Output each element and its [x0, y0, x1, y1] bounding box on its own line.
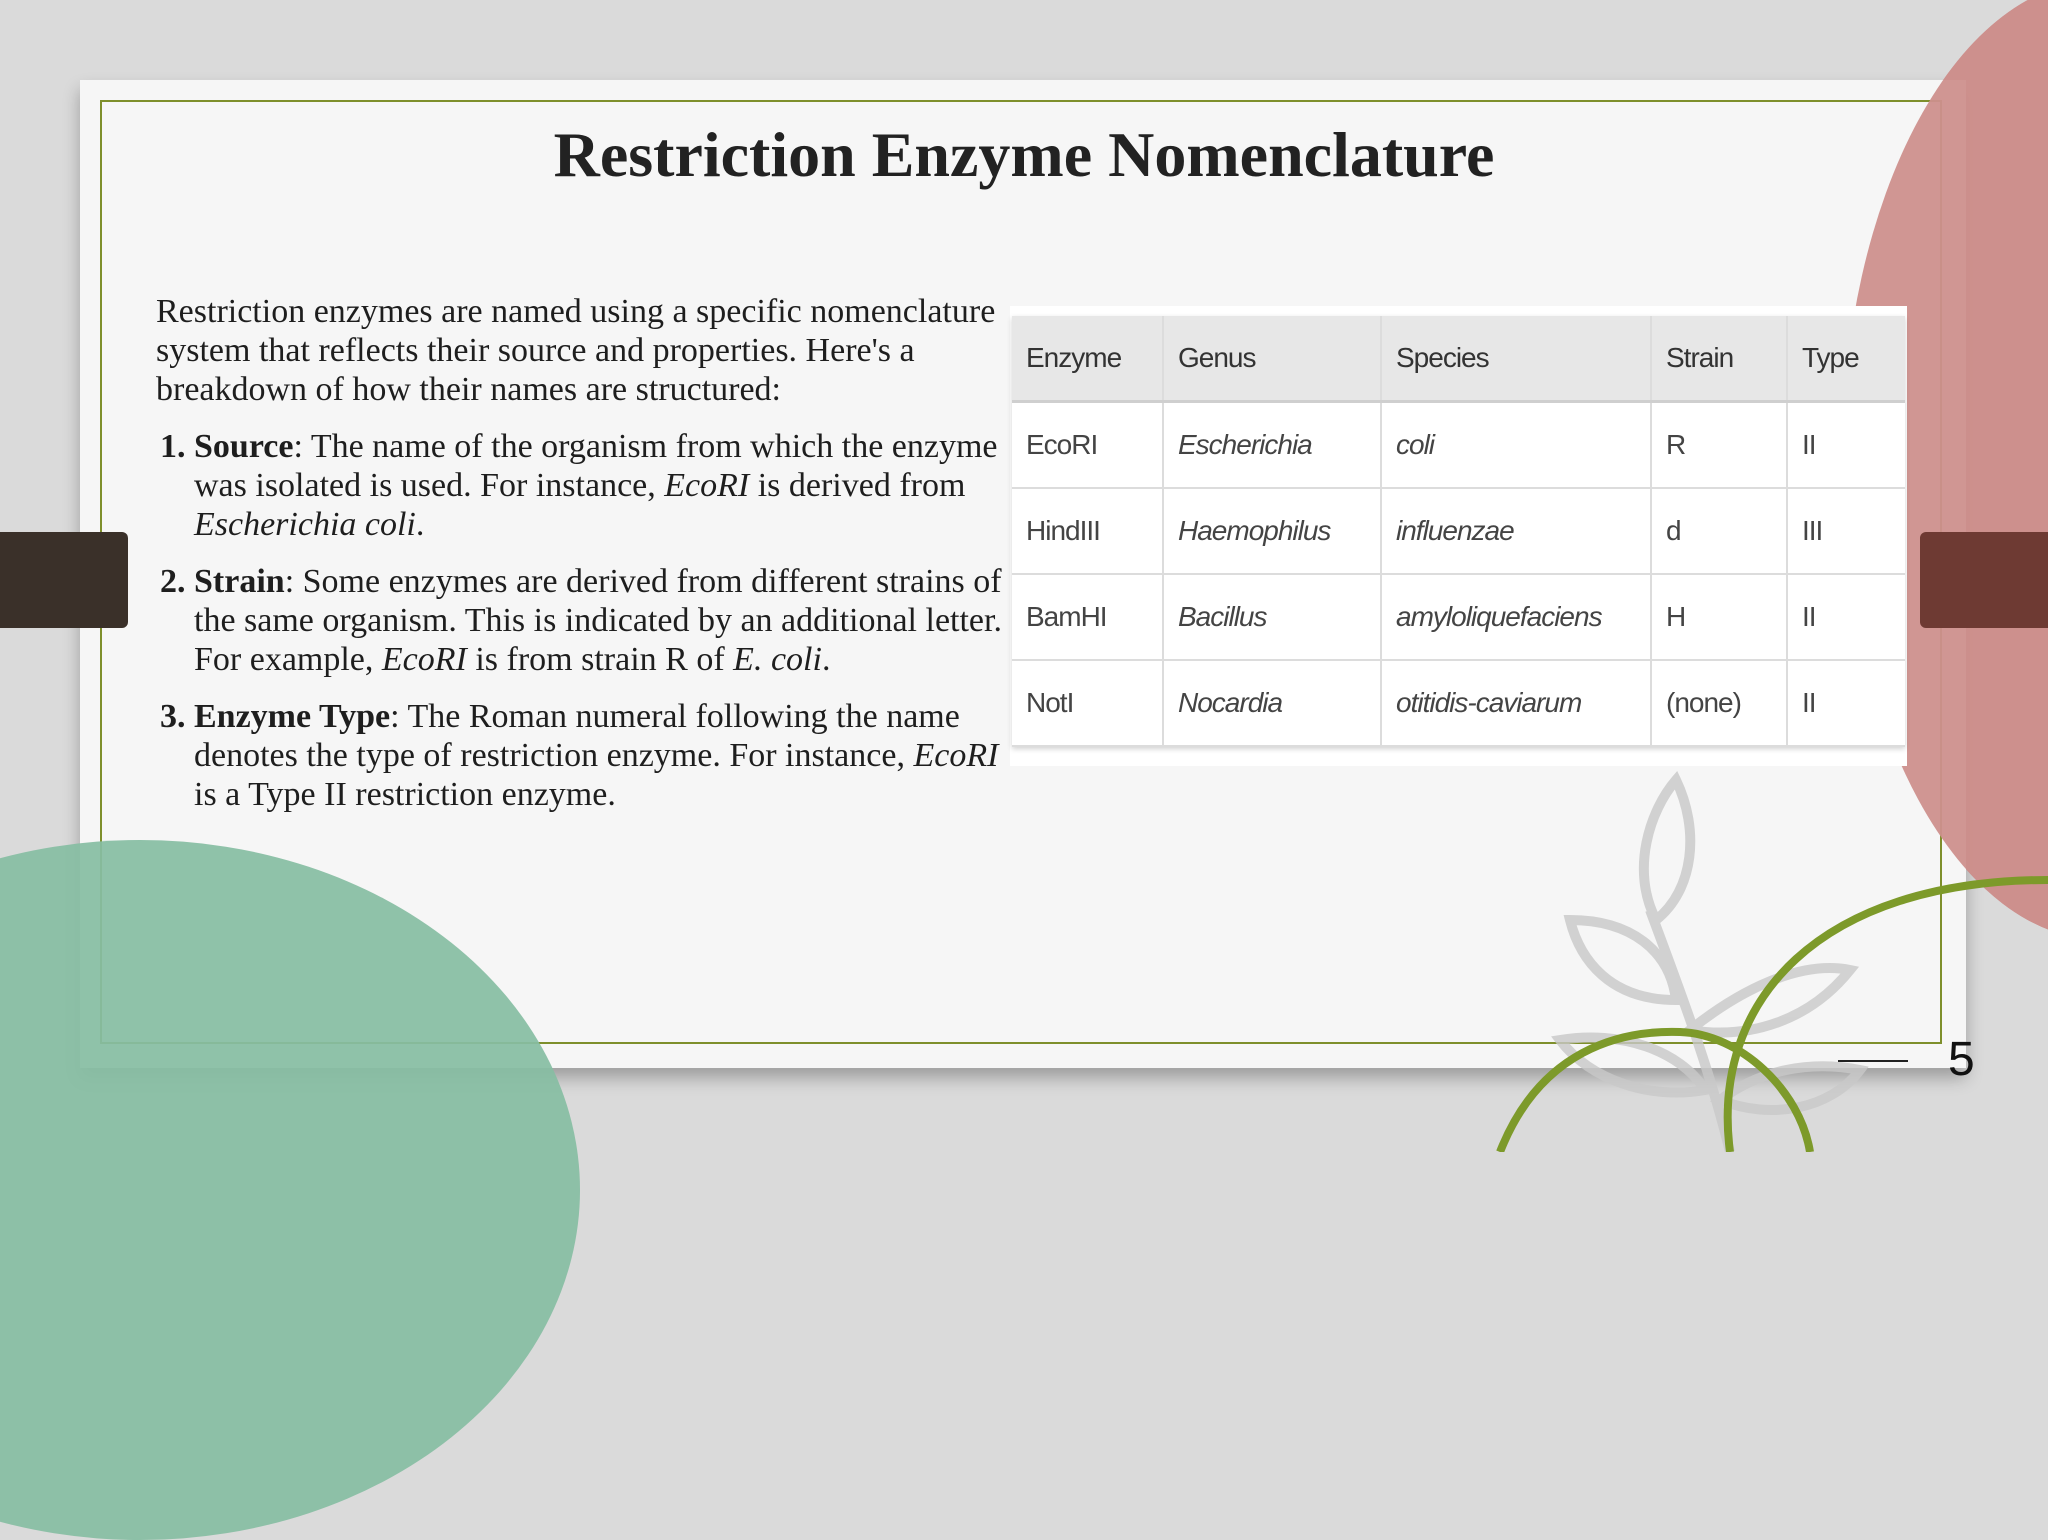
text: .	[821, 641, 831, 678]
table-cell: Haemophilus	[1163, 488, 1381, 574]
right-tab-decoration	[1920, 532, 2048, 628]
table-cell: d	[1651, 488, 1787, 574]
slide-title: Restriction Enzyme Nomenclature	[553, 119, 1495, 190]
enzyme-name: EcoRI	[913, 737, 999, 774]
enzyme-name: EcoRI	[664, 467, 750, 504]
term: Source	[194, 428, 294, 465]
nomenclature-list	[156, 427, 1006, 814]
table-row	[1012, 488, 1905, 574]
table-header-row	[1012, 316, 1905, 402]
table-cell: (none)	[1651, 660, 1787, 746]
text: : Some enzymes are derived from different strains of the same organism. This is indicated by an additional letter. For example,	[194, 563, 1002, 678]
table-row	[1012, 402, 1905, 489]
table-cell: EcoRI	[1012, 402, 1163, 489]
list-item-source	[194, 427, 1006, 544]
text: : The name of the organism from which the enzyme was isolated is used. For instance,	[194, 428, 998, 504]
enzyme-table-image	[1010, 306, 1907, 766]
intro-paragraph: Restriction enzymes are named using a specific nomenclature system that reflects their source and properties. Here's a breakdown of how their names are structured:	[156, 293, 996, 408]
table-cell: Bacillus	[1163, 574, 1381, 660]
table-cell: NotI	[1012, 660, 1163, 746]
text: : The Roman numeral following the name denotes the type of restriction enzyme. For instance,	[194, 698, 960, 774]
table-cell: coli	[1381, 402, 1651, 489]
column-header: Genus	[1163, 316, 1381, 402]
organism-name: E. coli	[733, 641, 822, 678]
table-cell: influenzae	[1381, 488, 1651, 574]
column-header: Strain	[1651, 316, 1787, 402]
page-number: 5	[1948, 1033, 1975, 1086]
decorative-ring-lines	[1480, 860, 2048, 1152]
column-header: Enzyme	[1012, 316, 1163, 402]
column-header: Type	[1787, 316, 1905, 402]
table-cell: amyloliquefaciens	[1381, 574, 1651, 660]
list-item-enzyme-type	[194, 697, 1006, 814]
table-cell: BamHI	[1012, 574, 1163, 660]
table-cell: otitidis-caviarum	[1381, 660, 1651, 746]
text: .	[415, 506, 425, 543]
column-header: Species	[1381, 316, 1651, 402]
page-number-divider	[1838, 1060, 1908, 1062]
left-tab-decoration	[0, 532, 128, 628]
table-cell: Escherichia	[1163, 402, 1381, 489]
table-cell: H	[1651, 574, 1787, 660]
organism-name: Escherichia coli	[194, 506, 416, 543]
enzyme-name: EcoRI	[381, 641, 467, 678]
list-item-strain	[194, 562, 1006, 679]
table-cell: II	[1787, 402, 1905, 489]
table-cell: III	[1787, 488, 1905, 574]
table-cell: HindIII	[1012, 488, 1163, 574]
text: is a Type II restriction enzyme.	[194, 776, 616, 813]
table-cell: II	[1787, 574, 1905, 660]
table-row	[1012, 574, 1905, 660]
enzyme-table	[1012, 316, 1905, 747]
term: Enzyme Type	[194, 698, 391, 735]
text: is derived from	[749, 467, 966, 504]
table-row	[1012, 660, 1905, 746]
table-cell: Nocardia	[1163, 660, 1381, 746]
table-cell: R	[1651, 402, 1787, 489]
text: is from strain R of	[466, 641, 734, 678]
body-text	[156, 292, 1006, 832]
term: Strain	[194, 563, 285, 600]
table-cell: II	[1787, 660, 1905, 746]
